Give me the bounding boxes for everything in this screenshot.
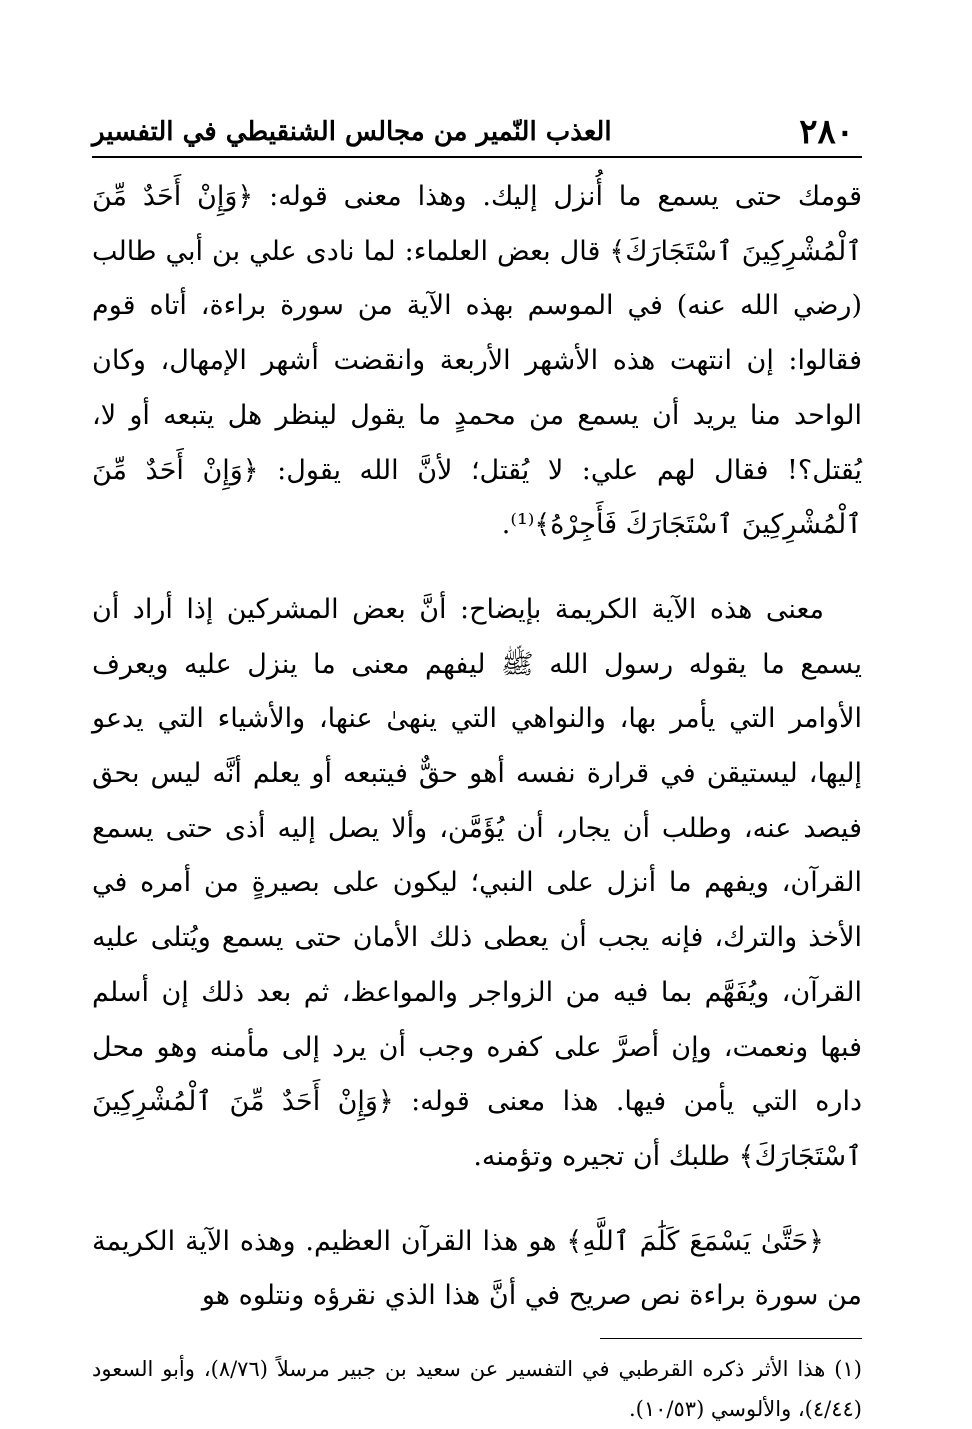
paragraph-1: قومك حتى يسمع ما أُنزل إليك. وهذا معنى قوله: ﴿وَإِنْ أَحَدٌ مِّنَ ٱلْمُشْرِكِينَ ٱسْتَجَارَكَ﴾ قال بعض العلماء: لما نادى علي بن أبي طالب (رضي الله عنه) في الموسم بهذه الآية من سورة براءة، أتاه قوم فقالوا: إن انتهت هذه الأشهر الأربعة وانقضت أشهر الإمهال، وكان الواحد منا يريد أن يسمع من محمدٍ ما يقول لينظر هل يتبعه أو لا، يُقتل؟! فقال لهم علي: لا يُقتل؛ لأنَّ الله يقول: ﴿وَإِنْ أَحَدٌ مِّنَ ٱلْمُشْرِكِينَ ٱسْتَجَارَكَ فَأَجِرْهُ﴾⁽¹⁾. [92, 181, 862, 541]
footnote: (١) هذا الأثر ذكره القرطبي في التفسير عن سعيد بن جبير مرسلاً (٨/٧٦)، وأبو السعود (٤/٤٤)، والألوسي (١٠/٥٣). [92, 1357, 862, 1422]
book-page [92, 104, 862, 1422]
header-rule [92, 156, 862, 158]
running-title: العذب النّمير من مجالس الشنقيطي في التفسير [92, 117, 612, 147]
footnote-rule [600, 1338, 862, 1339]
body-text [92, 170, 862, 1324]
paragraph-2: معنى هذه الآية الكريمة بإيضاح: أنَّ بعض المشركين إذا أراد أن يسمع ما يقوله رسول الله ﷺ ليفهم معنى ما ينزل عليه ويعرف الأوامر التي يأمر بها، والنواهي التي ينهىٰ عنها، والأشياء التي يدعو إليها، ليستيقن في قرارة نفسه أهو حقٌّ فيتبعه أو يعلم أنَّه ليس بحق فيصد عنه، وطلب أن يجار، أن يُؤَمَّن، وألا يصل إليه أذى حتى يسمع القرآن، ويفهم ما أنزل على النبي؛ ليكون على بصيرةٍ من أمره في الأخذ والترك، فإنه يجب أن يعطى ذلك الأمان حتى يسمع ويُتلى عليه القرآن، ويُفَهَّم بما فيه من الزواجر والمواعظ، ثم بعد ذلك إن أسلم فبها ونعمت، وإن أصرَّ على كفره وجب أن يرد إلى مأمنه وهو محل داره التي يأمن فيها. هذا معنى قوله: ﴿وَإِنْ أَحَدٌ مِّنَ ٱلْمُشْرِكِينَ ٱسْتَجَارَكَ﴾ طلبك أن تجيره وتؤمنه. [92, 593, 862, 1172]
page-number: ٢٨٠ [799, 112, 854, 152]
page-header [92, 104, 862, 152]
paragraph-3: ﴿حَتَّىٰ يَسْمَعَ كَلَٰمَ ٱللَّهِ﴾ هو هذا القرآن العظيم. وهذه الآية الكريمة من سورة براءة نص صريح في أنَّ هذا الذي نقرؤه ونتلوه هو [92, 1225, 862, 1312]
